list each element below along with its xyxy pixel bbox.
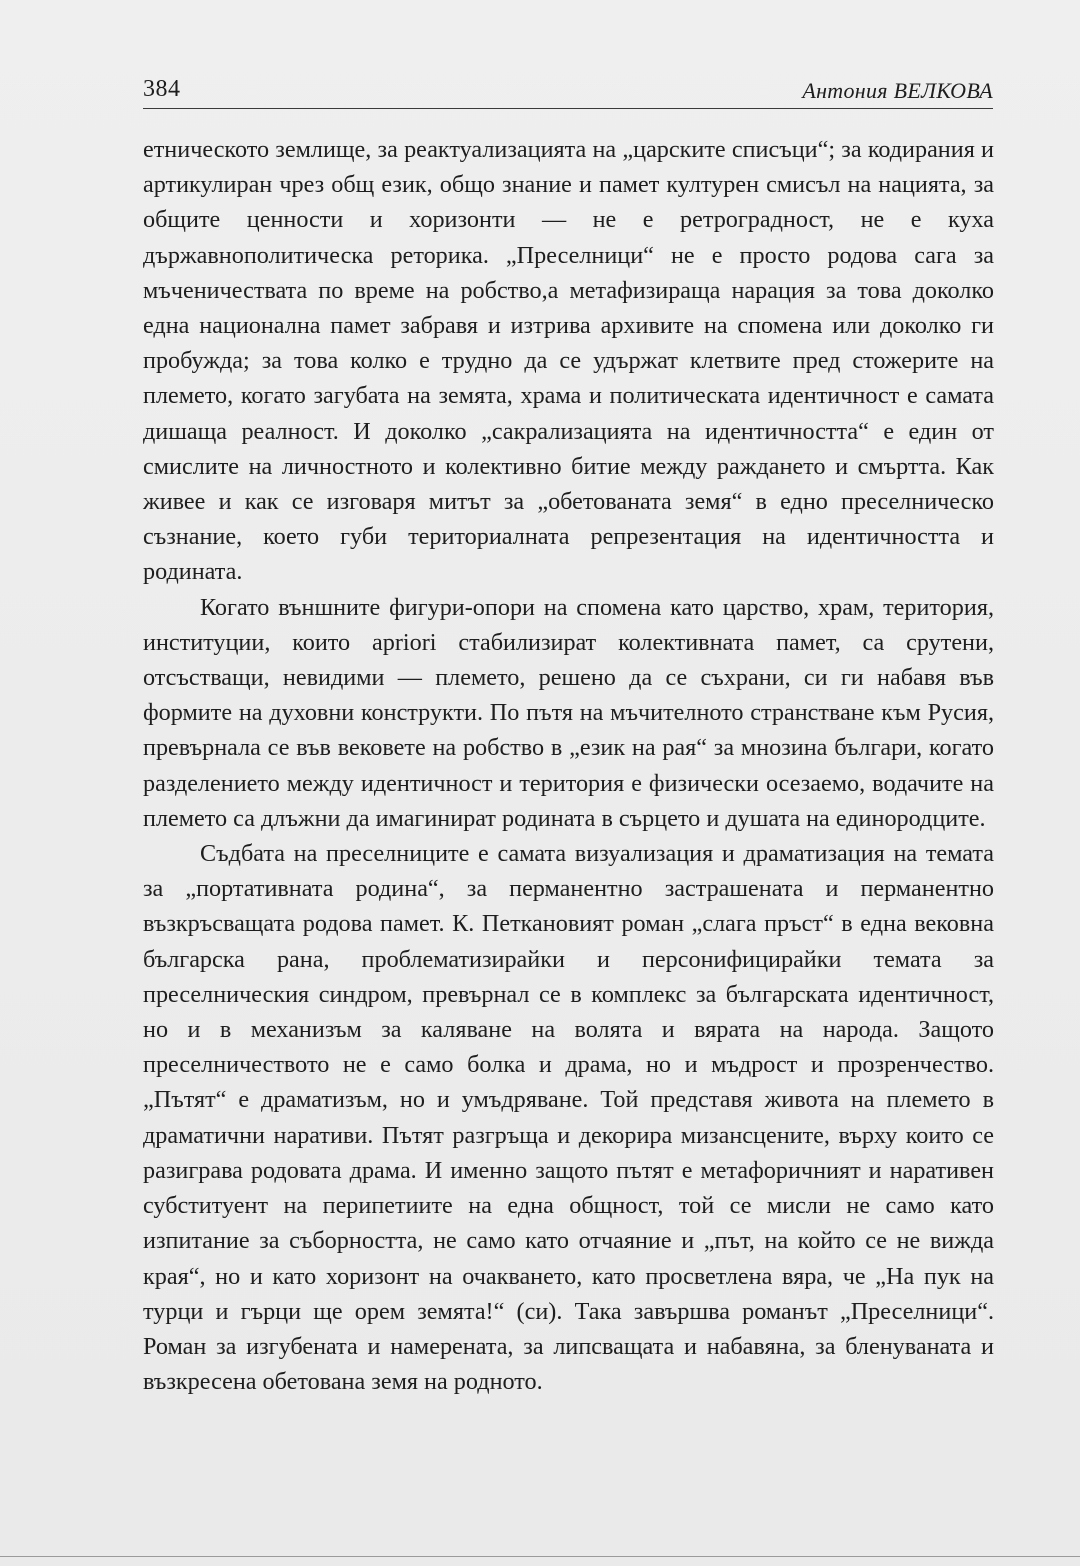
paragraph-1: етническото землище, за реактуализацията на „царските списъци“; за кодирания и артикулиран чрез общ език, общо знание и памет културен смисъл на нацията, за общите ценности и хоризонти — не е ретроградност, не е куха държавнополитическа реторика. „Преселници“ не е просто родова сага за мъченичествата по време на робство,а метафизираща нарация за това доколко една национална памет забравя и изтрива архивите на спомена или доколко ги пробужда; за това колко е трудно да се удържат клетвите пред стожерите на племето, когато загубата на земята, храма и политическата идентичност е самата дишаща реалност. И доколко „сакрализацията на идентичността“ е един от смислите на личностното и колективно битие между раждането и смъртта. Как живее и как се изговаря митът за „обетованата земя“ в едно преселническо съзнание, което губи териториалната репрезентация на идентичността и родината. bbox=[143, 136, 994, 586]
page-bottom-edge bbox=[0, 1556, 1080, 1557]
running-head-author: Антония ВЕЛКОВА bbox=[802, 78, 993, 103]
header-divider bbox=[143, 108, 993, 109]
page-header bbox=[143, 72, 993, 108]
body-text bbox=[143, 132, 994, 1399]
paragraph-2: Когато външните фигури-опори на спомена като царство, храм, територия, институции, които apriori стабилизират колективната памет, са срутени, отсъстващи, невидими — племето, решено да се съхрани, си ги набавя във формите на духовни конструкти. По пътя на мъчителното странстване към Русия, превърнала се във вековете на робство в „език на рая“ за мнозина българи, когато разделението между идентичност и територия е физически осезаемо, водачите на племето са длъжни да имагинират родината в сърцето и душата на единородците. bbox=[143, 593, 994, 832]
page-number: 384 bbox=[143, 76, 181, 102]
paragraph-3: Съдбата на преселниците е самата визуализация и драматизация на темата за „портативната родина“, за перманентно застрашената и перманентно възкръсващата родова памет. К. Петкановият роман „слага пръст“ в една вековна българска рана, проблематизирайки и персонифицирайки темата за преселническия синдром, превърнал се в комплекс за българската идентичност, но и в механизъм за каляване на волята и вярата на народа. Защото преселничеството не е само болка и драма, но и мъдрост и прозренчество. „Пътят“ е драматизъм, но и умъдряване. Той представя живота на племето в драматични наративи. Пътят разгръща и декорира мизансцените, върху които се разиграва родовата драма. И именно защото пътят е метафоричният и наративен субституент на перипетиите на една общност, той се мисли не само като изпитание за съборността, не само като отчаяние и „път, на който се не вижда края“, но и като хоризонт на очакването, като просветлена вяра, че „На пук на турци и гърци ще орем земята!“ (си). Така завършва романът „Преселници“. Роман за изгубената и намерената, за липсващата и набавяна, за бленуваната и възкресена обетована земя на родното. bbox=[143, 840, 994, 1396]
